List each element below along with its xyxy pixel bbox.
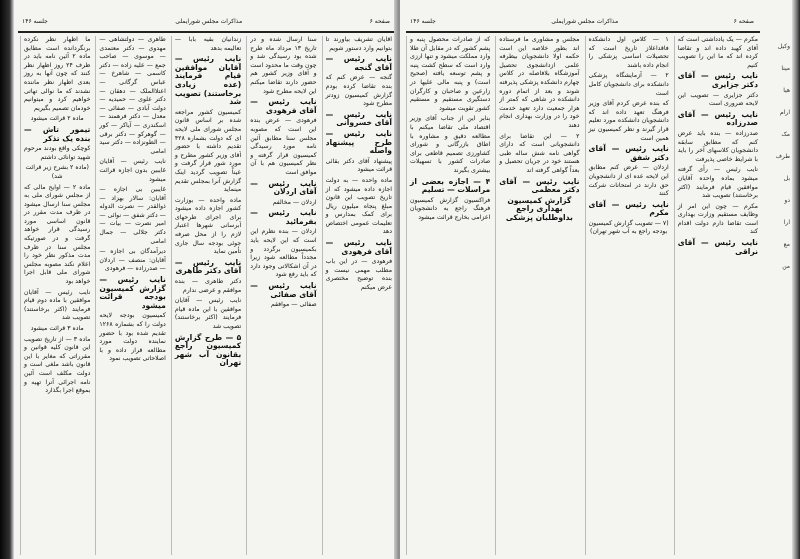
paragraph: کمیسیون بودجه لایحه دولت را که بشماره ۱۲۶۸ تقدیم شده بود با حضور نماینده دولت مورد مطالعه قرار داده و با اصلاحاتی تصویب نمود: [99, 312, 166, 363]
paragraph: اردلان — مخالفم: [272, 198, 317, 206]
paragraph: نایب رئیس — آقایان غایبین بدون اجازه قرائت میشود: [99, 158, 166, 183]
paragraph: که بنده عرض کردم آقای وزیر فرهنگ تعهد داده اند که دانشجویان دانشکده مورد تعلیم قرار گیرند و نظر کمیسیون نیز همین است: [588, 100, 669, 142]
paragraph: کوچکی واقع بودند مرحوم شهید توانائی داشتم: [24, 145, 91, 161]
paragraph: ماده واحده — به دولت اجازه داده میشود که از تاریخ تصویب این قانون مبلغ پنجاه میلیون ریال برای کمک بمدارس و تعلیمات عمومی اختصاص دهد: [325, 176, 393, 236]
header-rule: [18, 31, 394, 33]
header-rule: [406, 31, 760, 33]
text-column: [20, 36, 90, 555]
paragraph: مکرم — چون این امر از وظایف مستقیم وزارت بهداری است تقاضا دارم دولت اقدام کند: [677, 202, 758, 236]
text-column: [674, 36, 758, 555]
paragraph: اردلان — عرض کنم مطابق این لایحه عده ای از دانشجویان حق دارند در امتحانات شرکت کنند: [588, 164, 669, 198]
left-page: [0, 0, 398, 559]
margin-notes: [762, 36, 790, 555]
text-columns: [406, 36, 758, 555]
paragraph: فرهودی — در این باب مطلب مهمی نیست و بنده توضیح مختصری عرض میکنم: [325, 258, 393, 292]
paragraph: ماده واحده — بوزارت کشور اجازه داده میشود برای اجرای طرحهای آبرسانی شهرها اعتبار لازم را از محل صرفه جوئی بودجه سال جاری تأمین نماید: [174, 196, 242, 256]
paragraph: دیرآمدگان بی اجازه — آقایان: منصف — اردلان — صدرزاده — فرهودی: [99, 248, 166, 273]
speaker-heading: نایب رئیس — آقای دکتر شفق: [588, 144, 669, 162]
session-number: جلسه ۱۴۶: [22, 17, 48, 25]
speaker-heading: نایب رئیس — آقای دکتر معظمی: [499, 176, 580, 195]
text-column: [246, 36, 316, 555]
paragraph: گنجه — عرض کنم که بنده تقاضا کرده بودم گزارش کمیسیون زودتر مطرح شود: [325, 74, 393, 108]
paragraph: دکتر طاهری — بنده موافقم و عرضی ندارم: [174, 278, 242, 294]
scan-edge-shadow: [792, 0, 800, 559]
margin-note: هیا: [783, 87, 790, 94]
paragraph: نایب رئیس — آقایان موافقین با ماده دوم قیام فرمایند (اکثر برخاستند) تصویب شد: [24, 288, 91, 322]
paragraph: صدرزاده — بنده باید عرض کنم که مطابق سابقه دانشجویان کلاسهای آخر را باید با شرایط خاصی پذیرفت: [677, 129, 758, 163]
text-column: [495, 36, 579, 555]
text-column: [95, 36, 165, 555]
speaker-heading: گزارش کمیسیون بهداری راجع بداوطلبان پزشکی: [505, 195, 573, 222]
margin-note: وکیل: [777, 43, 790, 50]
margin-note: مع: [783, 241, 790, 248]
paragraph: ماده ۳ قرائت میشود: [30, 325, 84, 332]
speaker-heading: نایب رئیس — گزارش کمیسیون بودجه قرائت میشود: [99, 275, 166, 310]
speaker-heading: ۴ — اجازه بعضی از مراسلات — تسلیم: [410, 176, 491, 195]
page-header: [22, 14, 390, 28]
session-number: جلسه ۱۴۶: [410, 17, 436, 25]
paragraph: دکتر جزایری — تصویب این لایحه ضروری است: [677, 91, 758, 108]
paragraph: غایبین بی اجازه — آقایان: سالار بهزاد — ذوالقدر — نصرت الدوله — دکتر شفق — نوائی — امیر نصرت — بیات — دکتر جلالی — جمال امامی: [99, 186, 166, 245]
paragraph: ماده ۲ — اوایح مالی که از مجلس شورای ملی به مجلس سنا ارسال میشود در ظرف مدت مقرر در قانون اساسی مورد رسیدگی قرار خواهد گرفت و در صورتیکه مجلس سنا در ظرف مدت مذکور نظر خود را اعلام نکند مصوبه مجلس شورای ملی قابل اجرا خواهد بود: [24, 183, 91, 286]
paragraph: مکرم — یک یادداشتی است که آقای کهبد داده اند و تقاضا کرده اند که ما این را تصویب کنیم: [677, 36, 758, 69]
margin-note: بل: [783, 175, 790, 182]
paragraph: سنا ارسال شده و در تاریخ ۱۳ مرداد ماه طرح شده بود رسیدگی شد و چون وقت ما محدود است و آقای وزیر کشور هم حضور دارند تقاضا میکنم این لایحه مطرح شود: [250, 36, 317, 95]
paragraph: که از صادرات محصول پنبه و پشم کشور که در مقابل آن طلا وارد مملکت میشود و تنها ارزی وارد است که سطح کشت پنبه و پشم توسعه یافته (صحیح است) و پنبه مالی علیها در زارعین و صاحبان و کارگران دستگیری مستقیم و مستقیم کشور تقویت میشود: [410, 36, 491, 112]
page-number: صفحه ۶: [733, 17, 754, 25]
right-page: [400, 0, 800, 559]
paragraph: (۷ — تصویب گزارش کمیسیون بودجه راجع به آب شهر تهران): [588, 219, 669, 236]
margin-note: طرف: [775, 153, 790, 160]
speaker-heading: نایب رئیس — آقای صدرزاده: [677, 109, 758, 128]
running-title: مذاکرات مجلس شورایملی: [551, 17, 619, 25]
paragraph: فرهودی — عرض بنده این است که مصوبه مجلس سنا مطابق آئین نامه مورد رسیدگی کمیسیون قرار گرفته و نظر کمیسیون هم با آن موافق است: [250, 117, 317, 176]
speaker-heading: نایب رئیس — آقای دکتر طاهری: [174, 257, 242, 276]
text-column: [406, 36, 490, 555]
margin-note: دو: [784, 197, 790, 204]
paragraph: ما اظهار نظر نکرده برنگردانده است مطابق ماده ۲ آئین نامه باید در ظرف ۲۴ روز اظهار نظر کنند که چون آنها به روز بعدی اظهار نظر ماننده نشدند که ما نوالی تهاتی خواهیم کرد و میتوانیم خودمان تصمیم بگیریم: [24, 36, 91, 112]
paragraph: نایب رئیس — رأی گرفته میشود بماده واحده آقایان موافقین قیام فرمایند (اکثر برخاستند) تصویب شد: [677, 166, 758, 200]
speaker-heading: ۵ — طرح گزارش کمیسیون راجع بقانون آب شهر تهران: [174, 332, 242, 368]
running-title: مذاکرات مجلس شورایملی: [175, 17, 243, 25]
speaker-heading: نایب رئیس — آقای مکرم: [588, 199, 669, 218]
page-number: صفحه ۶: [369, 17, 390, 25]
speaker-heading: نایب رئیس — آقای فرهودی: [325, 238, 393, 256]
speaker-heading: نایب رئیس — آقای فرهودی: [250, 97, 317, 115]
speaker-heading: نایب رئیس — آقای نراقی: [677, 238, 758, 256]
paragraph: پیشنهاد آقای دکتر بقائی قرائت میشود: [325, 157, 393, 174]
paragraph: زندانیان بقیه بابا — تعالیمه بدهد: [174, 36, 242, 52]
paragraph: ۲ — آزمایشگاه پزشکی دانشکده برای دانشجویان کامل است: [588, 72, 669, 97]
margin-note: ارا: [783, 219, 790, 226]
paragraph: ۱ — کلاس اول دانشکده فاقداعلاز تاریخ است که تحصیلات اساسی پزشکی را انجام داده باشند: [588, 36, 669, 69]
paragraph: ماده ۳ — از تاریخ تصویب این قانون کلیه قوانین و مقرراتی که مغایر با این قانون باشد ملغی است و دولت مکلف است آئین نامه اجرائی آنرا تهیه و بموقع اجرا بگذارد: [24, 335, 91, 395]
paragraph: کمیسیون کشور مراجعه شده بر اساس قانون مجلس شورای ملی لایحه ای که دولت بشماره ۴۲۸ تقدیم داشته با حضور آقای وزیر کشور مطرح و مورد شور قرار گرفت و عیناً تصویب گردید اینک گزارش آنرا بمجلس تقدیم مینماید: [174, 108, 242, 194]
margin-note: مینا: [781, 65, 790, 72]
paragraph: طاهری — دولتشاهی — مهدوی — دکتر معتمدی — موسوی — صاحب جمع — علیه زاده — دکتر کاسمی — شاهرخ — عباس گرگانی — اعتلاالملک — دهقان — دکتر علوی — حمیدیه — دولت آبادی — صفائی — معدل — دکتر فرهمند — اسکندری — آیاکر — کور — گوهرکو — دکتر برقی — الطونزاده — دکتر سید امامی: [99, 36, 166, 155]
text-columns: [20, 36, 392, 555]
margin-note: مک: [781, 131, 790, 138]
margin-note: من: [782, 263, 790, 270]
speaker-heading: نایب رئیس — آقای گنجه: [325, 54, 393, 72]
speaker-heading: نایب رئیس — آقای خسروانی: [325, 109, 393, 128]
speaker-heading: نایب رئیس — طرح پیشنهاد واصله: [325, 128, 393, 156]
speaker-heading: نایب رئیس — آقایان موافقین قیام فرمایند (عده زیادی برخاستند) تصویب شد: [174, 54, 242, 107]
text-column: [322, 36, 392, 555]
paragraph: فراکسیون گزارش کمیسیون فرهنگ راجع به دانشجویان اعزامی بخارج قرائت میشود: [410, 196, 491, 221]
speaker-heading: نایب رئیس — آقای اردلان: [250, 178, 317, 197]
speaker-heading: نایب رئیس — آقای دکتر جزایری: [677, 71, 758, 89]
paragraph: (ماده ۲ بشرح زیر قرائت شد): [25, 164, 89, 180]
paragraph: اردلان — بنده نظرم این است که این لایحه باید بکمیسیون برگردد و مجدداً مطالعه شود زیرا در آن اشکالاتی وجود دارد که باید رفع شود: [250, 228, 317, 279]
paragraph: ماده ۲ قرائت میشود: [30, 115, 84, 123]
paragraph: ۲ — این تقاضا برای دانشجویانی است که دارای گواهی نامه شش ساله طبی هستند خود در جریان تحصیل و بعداً گواهی گرفته اند: [499, 132, 580, 174]
scan-edge-shadow: [0, 0, 14, 559]
paragraph: بنابر این از جناب آقای وزیر اقتصاد ملی تقاضا میکنم با مطالعه دقیق و مشاوره با اطاق بازرگانی و شورای کشاورزی تصمیم قاطعی برای صادرات کشور با تسهیلات بیشتری بگیرند: [410, 115, 491, 174]
margin-note: ارام: [780, 109, 790, 116]
text-column: [585, 36, 669, 555]
paragraph: آقایان تشریف بیاورند تا بتوانیم وارد دستور شویم: [325, 36, 393, 52]
paragraph: نایب رئیس — آقایان موافقین با این ماده قیام فرمایند (اکثر برخاستند) تصویب شد: [174, 297, 242, 330]
speaker-heading: نایب رئیس — آقای صفائی: [250, 281, 317, 299]
page-header: [410, 14, 754, 28]
text-column: [171, 36, 241, 555]
paragraph: صفائی — موافقم: [270, 301, 317, 309]
speaker-heading: نایب رئیس — بفرمائید: [250, 208, 317, 226]
speaker-heading: تیمور تاش — بنده یک تذکر: [24, 124, 91, 143]
paragraph: مجلس و مشاوری ما فرستاده اند بطور خلاصه این است حکمه اولا دانشجویان بیطرفه علمی ازدانشجوی تحصیل آموزشگاه بلافاصله در کلاس چهارم دانشکده پزشکی پذیرفته شوند و بعد از اتمام دوره دانشکده در شاهی که کمتر از هزار جمعیت دارد تعهد خدمت خود را در وزارت بهداری انجام دهند: [499, 36, 580, 129]
